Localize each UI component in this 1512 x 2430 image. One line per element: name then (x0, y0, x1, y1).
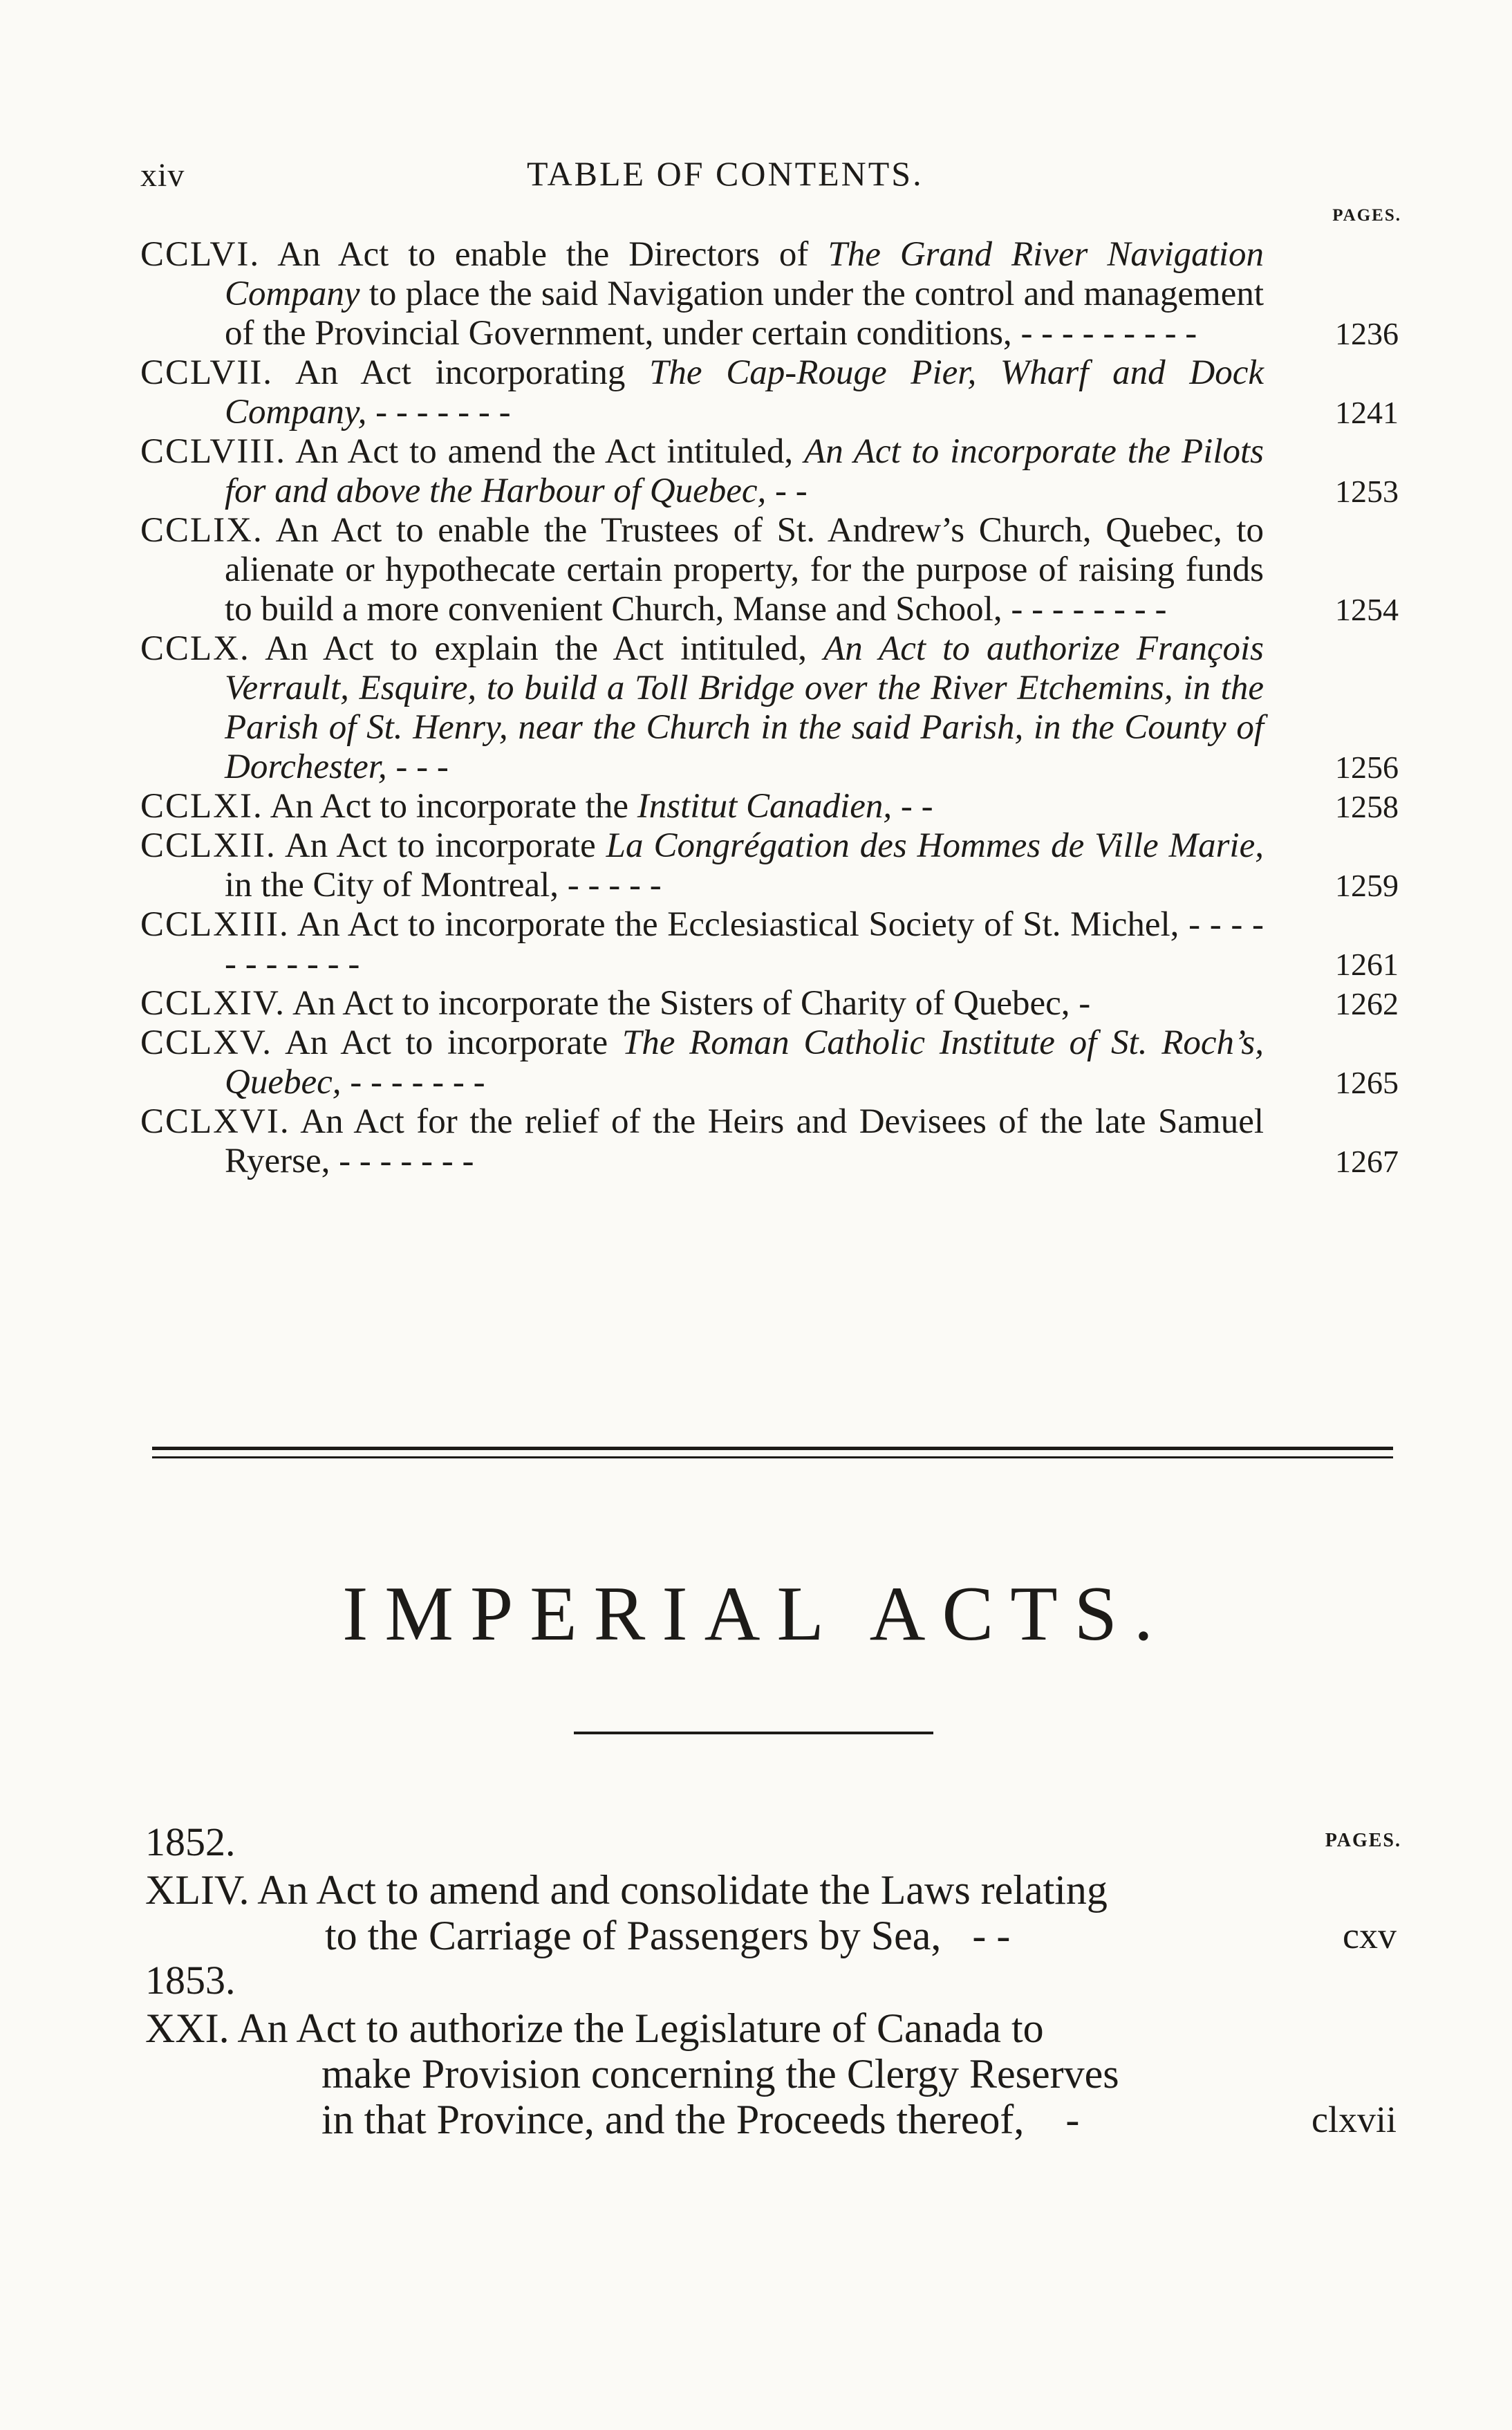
entry-line (145, 1913, 1397, 1958)
contents-entry (140, 629, 1399, 787)
dot-leaders: - - (900, 787, 933, 826)
act-title: An Act to amend and consolidate the Laws relating (257, 1867, 1108, 1913)
contents-entry (140, 235, 1399, 353)
act-title-tail: in the City of Montreal, (225, 866, 559, 905)
act-title: An Act to enable the Trustees of St. Andrew’s Church, Quebec, to alienate or hypothecate certain property, for the purpose of raising funds to build a more convenient Church, Manse and School, (225, 511, 1264, 629)
page-number: cxv (1343, 1915, 1397, 1956)
act-number: CCLXIV. (140, 984, 286, 1023)
dot-leaders: - - - (395, 748, 449, 786)
page-number: 1262 (1335, 986, 1399, 1021)
section-divider-thin (152, 1456, 1393, 1458)
contents-entry (140, 432, 1399, 511)
act-title-italic: An Act to authorize François Verrault, Esquire, to build a Toll Bridge over the River Etchemins, in the Parish of St. Henry, near the Church in the said Parish, in the County of Dorchester, (225, 629, 1264, 786)
page-number: 1256 (1335, 750, 1399, 785)
page-number: clxvii (1312, 2099, 1397, 2140)
dot-leaders: - - - - - (567, 866, 662, 905)
act-title-italic: Institut Canadien, (637, 787, 893, 826)
act-title: An Act to incorporate the (263, 787, 637, 826)
page-number: 1267 (1335, 1144, 1399, 1179)
year-heading: 1853. (145, 1958, 236, 2003)
page-folio: xiv (140, 157, 185, 194)
act-number: CCLIX. (140, 511, 263, 550)
act-title: An Act to authorize the Legislature of Canada to (237, 2005, 1044, 2051)
act-number: CCLXV. (140, 1023, 273, 1062)
act-title-italic: The Roman Catholic Institute of St. Roch’s, Quebec, (225, 1023, 1264, 1102)
dot-leaders: - - - - - - - - - - - (225, 905, 1264, 983)
page-number: 1258 (1335, 789, 1399, 824)
title-underline-rule (574, 1732, 933, 1734)
act-title: An Act to incorporate the Ecclesiastical Society of St. Michel, (289, 905, 1179, 944)
act-title: An Act to explain the Act intituled, (250, 629, 824, 668)
dot-leaders: - - - - - - - (339, 1142, 474, 1180)
act-title: An Act to incorporate (276, 826, 606, 865)
act-number: CCLXIII. (140, 905, 290, 944)
running-title: TABLE OF CONTENTS. (527, 154, 924, 193)
act-number: XLIV. (145, 1867, 250, 1913)
page-number: 1259 (1335, 868, 1399, 903)
entry-line (145, 2051, 1397, 2097)
entry-line (145, 2005, 1397, 2051)
page-number: 1265 (1335, 1065, 1399, 1100)
contents-entry (140, 1023, 1399, 1102)
act-title: An Act for the relief of the Heirs and Devisees of the late Samuel Ryerse, (225, 1102, 1264, 1180)
act-number: CCLVIII. (140, 432, 287, 471)
dot-leaders: - - - - - - - - - (1020, 314, 1197, 353)
dot-leaders: - - (775, 472, 808, 510)
act-title: An Act to enable the Directors of (260, 235, 828, 274)
act-number: XXI. (145, 2005, 230, 2051)
page-number: 1241 (1335, 395, 1399, 430)
section-title: IMPERIAL ACTS. (342, 1571, 1170, 1657)
act-title: An Act incorporating (273, 353, 650, 392)
imperial-act-entry (145, 2005, 1397, 2142)
entry-line (145, 1867, 1397, 1913)
section-divider-thick (152, 1447, 1393, 1450)
act-title-italic: An Act to incorporate the Pilots for and above the Harbour of Quebec, (225, 432, 1264, 510)
page-number: 1253 (1335, 474, 1399, 509)
act-number: CCLVI. (140, 235, 261, 274)
contents-list (140, 235, 1399, 1181)
imperial-act-entry (145, 1867, 1397, 1958)
act-number: CCLXI. (140, 787, 263, 826)
act-title-italic: La Congrégation des Hommes de Ville Marie, (606, 826, 1264, 865)
year-heading: 1852. (145, 1819, 236, 1864)
page-number: 1236 (1335, 316, 1399, 351)
act-title-continued: in that Province, and the Proceeds thereof, (321, 2097, 1025, 2142)
act-title-italic: The Grand River Navigation Company (225, 235, 1264, 313)
act-number: CCLX. (140, 629, 250, 668)
contents-entry (140, 511, 1399, 629)
pages-column-heading: PAGES. (1332, 206, 1401, 225)
page-number: 1254 (1335, 592, 1399, 627)
dot-leaders: - (1065, 2097, 1080, 2142)
act-title-tail: to place the said Navigation under the control and management of the Provincial Government, under certain conditions, (225, 275, 1264, 353)
act-title: An Act to incorporate (272, 1023, 622, 1062)
act-title-continued: make Provision concerning the Clergy Reserves (321, 2051, 1119, 2097)
contents-entry (140, 353, 1399, 432)
act-title-continued: to the Carriage of Passengers by Sea, (325, 1913, 942, 1958)
pages-column-heading: PAGES. (1325, 1830, 1401, 1851)
act-title: An Act to amend the Act intituled, (286, 432, 805, 471)
contents-entry (140, 905, 1399, 984)
act-title-italic: The Cap-Rouge Pier, Wharf and Dock Company, (225, 353, 1264, 432)
dot-leaders: - - - - - - - - (1011, 590, 1167, 629)
contents-entry (140, 1102, 1399, 1181)
act-title: An Act to incorporate the Sisters of Charity of Quebec, (286, 984, 1070, 1023)
contents-entry (140, 984, 1399, 1023)
act-number: CCLVII. (140, 353, 274, 392)
contents-entry (140, 826, 1399, 905)
act-number: CCLXII. (140, 826, 277, 865)
page-number: 1261 (1335, 947, 1399, 982)
entry-line (145, 2097, 1397, 2142)
act-number: CCLXVI. (140, 1102, 290, 1141)
dot-leaders: - - - - - - - (350, 1063, 485, 1102)
dot-leaders: - (1079, 984, 1091, 1023)
dot-leaders: - - (972, 1913, 1011, 1958)
contents-entry (140, 787, 1399, 826)
dot-leaders: - - - - - - - (375, 393, 511, 432)
